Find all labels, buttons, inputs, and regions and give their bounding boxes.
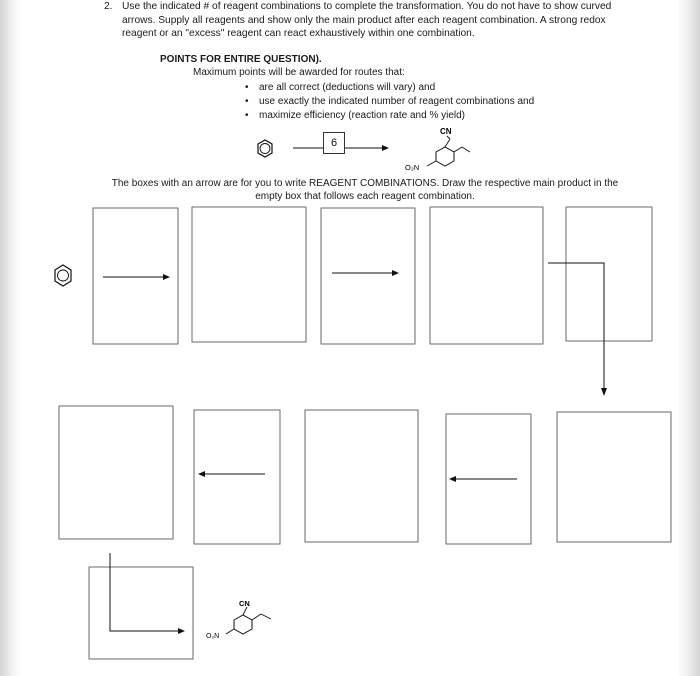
- instruction-text: The boxes with an arrow are for you to write REAGENT COMBINATIONS. Draw the respective main product in the empty box that follows each reagent combination.: [111, 178, 619, 202]
- arrow-1-head: [163, 274, 170, 280]
- benzene-left-icon: [55, 265, 71, 286]
- product-molecule-icon: [427, 136, 470, 166]
- reagent-box-6[interactable]: [89, 567, 193, 659]
- question-number: 2.: [104, 1, 113, 12]
- points-title: POINTS FOR ENTIRE QUESTION).: [160, 54, 322, 65]
- product-box-1[interactable]: [192, 207, 306, 342]
- reagent-box-3[interactable]: [566, 207, 652, 341]
- arrow-6-head: [178, 628, 185, 634]
- product-no2-label: O₂N: [405, 163, 420, 172]
- final-product-cn-label: CN: [239, 599, 250, 608]
- criteria-item: • use exactly the indicated number of reagent combinations and: [245, 96, 535, 107]
- product-box-4[interactable]: [305, 410, 418, 542]
- final-product-molecule-icon: [226, 607, 271, 634]
- product-box-2[interactable]: [430, 207, 543, 344]
- product-box-5[interactable]: [59, 406, 173, 539]
- arrow-6-shaft: [110, 553, 178, 631]
- question-body: Use the indicated # of reagent combinations to complete the transformation. You do not have to show curved arrows. Supply all reagents and show only the main product after each reagent combination. A strong redox reagent or an "excess" reagent can react exhaustively within one combination.: [122, 1, 612, 40]
- benzene-start-icon: [258, 140, 272, 157]
- reagent-box-5[interactable]: [194, 410, 280, 544]
- bullet-icon: •: [245, 110, 249, 121]
- bullet-icon: •: [245, 82, 249, 93]
- scheme-arrow-head: [382, 145, 389, 151]
- criteria-item: • maximize efficiency (reaction rate and % yield): [245, 110, 466, 121]
- criteria-intro: Maximum points will be awarded for routes that:: [193, 67, 405, 78]
- arrow-2-head: [392, 270, 399, 276]
- criteria-item: • are all correct (deductions will vary) and: [245, 82, 436, 93]
- reagent-count-box: 6: [323, 132, 345, 154]
- arrow-5-head: [198, 471, 205, 477]
- product-box-3[interactable]: [557, 412, 671, 542]
- product-cn-label: CN: [440, 127, 452, 136]
- arrow-3-shaft: [548, 263, 604, 388]
- final-product-no2-label: O₂N: [206, 633, 220, 640]
- bullet-icon: •: [245, 96, 249, 107]
- arrow-3-head: [601, 388, 607, 396]
- arrow-4-head: [449, 476, 456, 482]
- reagent-box-2[interactable]: [321, 208, 415, 344]
